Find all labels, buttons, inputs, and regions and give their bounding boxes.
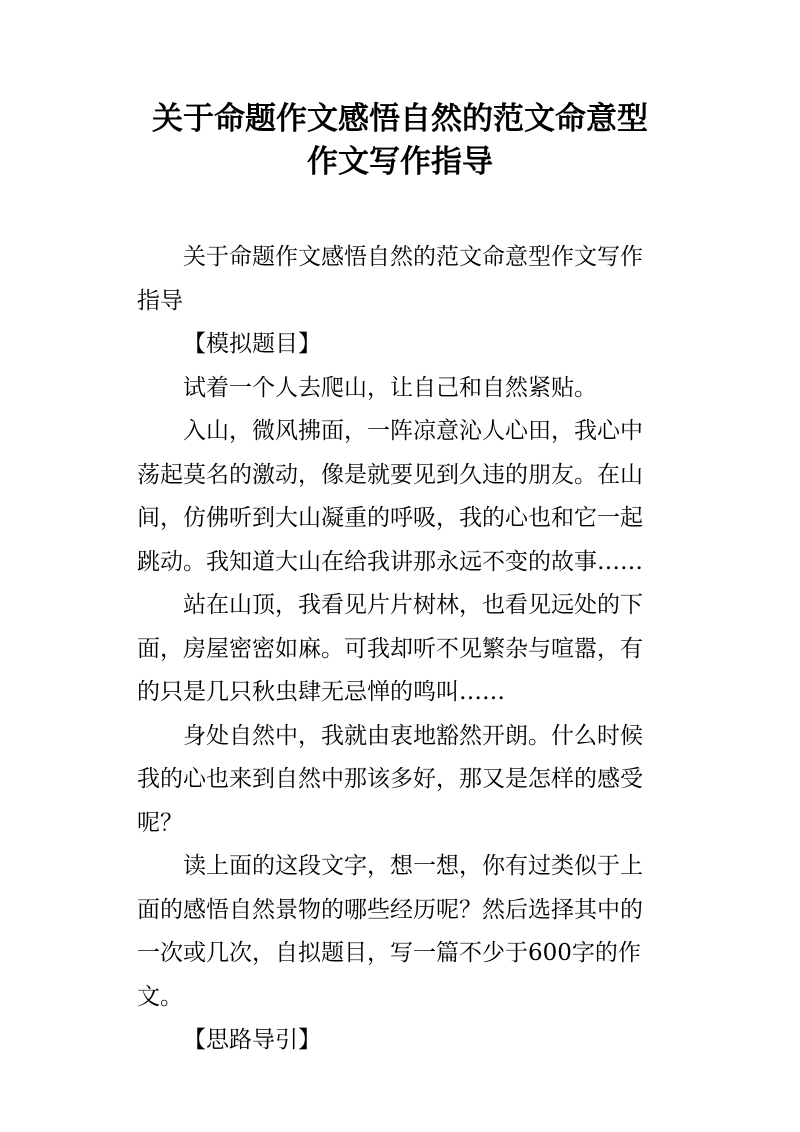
section-label-simulated-topic: 【模拟题目】 (183, 331, 321, 357)
title-line-1: 关于命题作文感悟自然的范文命意型 (152, 101, 648, 137)
paragraph: 读上面的这段文字，想一想，你有过类似于上面的感悟自然景物的哪些经历呢？然后选择其中的一次或几次，自拟题目，写一篇不少于600字的作文。 (137, 853, 643, 1010)
paragraph: 站在山顶，我看见片片树林，也看见远处的下面，房屋密密如麻。可我却听不见繁杂与喧嚣，有的只是几只秋虫肆无忌惮的鸣叫…… (137, 592, 643, 705)
paragraph: 身处自然中，我就由衷地豁然开朗。什么时候我的心也来到自然中那该多好，那又是怎样的感受呢？ (137, 722, 643, 836)
paragraph: 试着一个人去爬山，让自己和自然紧贴。 (183, 374, 597, 401)
paragraph-heading: 关于命题作文感悟自然的范文命意型作文写作指导 (137, 244, 643, 314)
section-label-idea-guide: 【思路导引】 (183, 1027, 321, 1053)
title-line-2: 作文写作指导 (307, 144, 493, 180)
paragraph: 入山，微风拂面，一阵凉意沁人心田，我心中荡起莫名的激动，像是就要见到久违的朋友。在山间，仿佛听到大山凝重的呼吸，我的心也和它一起跳动。我知道大山在给我讲那永远不变的故事…… (137, 418, 643, 575)
document-title (100, 98, 700, 184)
document-body (137, 236, 663, 1063)
